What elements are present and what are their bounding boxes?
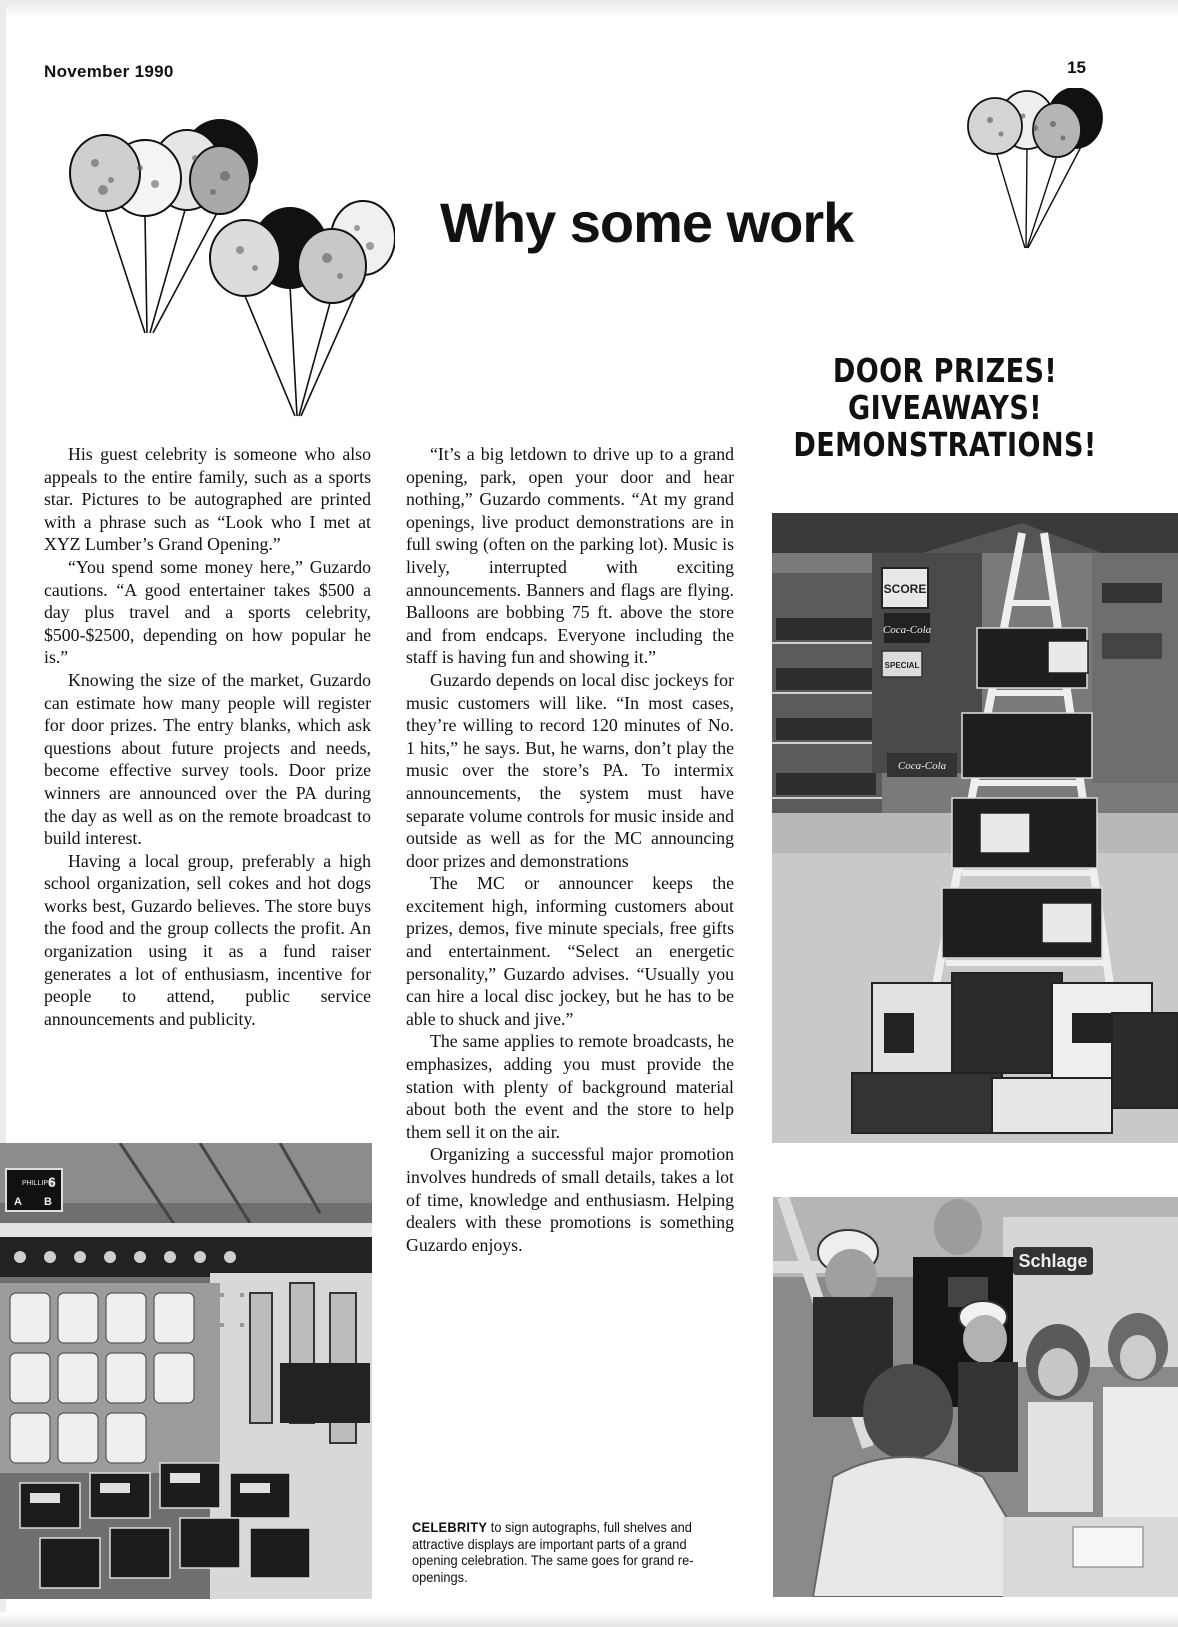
article-paragraph: The MC or announcer keeps the excitement high, informing customers about prizes, demos, five minute specials, free gifts and entertainment. “Select an energetic personality,” Guzardo advises. “Usually you can hire a local disc jockey, but he has to be able to shuck and jive.” [406,873,734,1029]
article-column-left [44,443,371,1030]
store-display-photo [772,513,1178,1143]
headline: Why some work [440,191,854,254]
article-paragraph: The same applies to remote broadcasts, he emphasizes, adding you must provide the station with plenty of background material about both the event and the store to help them sell it on the air. [406,1031,734,1142]
scan-edge [0,1612,1178,1627]
article-paragraph: “It’s a big letdown to drive up to a grand opening, park, open your door and hear nothing,” Guzardo comments. “At my grand openings, live product demonstrations are in full swing (often on the parking lot). Music is lively, interrupted with exciting announcements. Banners and flags are flying. Balloons are bobbing 75 ft. above the store and from endcaps. Everyone including the staff is having fun and showing it.” [406,444,734,668]
scan-edge [0,0,1178,18]
promo-line: DOOR PRIZES! [832,351,1058,390]
issue-date: November 1990 [44,62,174,81]
article-paragraph: His guest celebrity is someone who also appeals to the entire family, such as a sports star. Pictures to be autographed are printed with a phrase such as “Look who I met at XYZ Lumber’s Grand Opening.” [44,444,371,555]
promo-banner [793,352,1096,463]
special-sign: SPECIAL [884,661,920,670]
aisle-number-sign: 6 [48,1174,56,1190]
locks-aisle-photo [0,1143,372,1599]
balloons-illustration [45,118,395,438]
article-paragraph: Guzardo depends on local disc jockeys for music customers will like. “In most cases, they’re willing to record 120 minutes of No. 1 hits,” he says. But, he warns, don’t play the music over the store’s PA. To intermix announcements, the system must have separate volume controls for music inside and outside as well as for the MC announcing door prizes and demonstrations [406,669,734,871]
coca-cola-sign: Coca-Cola [897,760,947,772]
celebrity-signing-photo [773,1197,1178,1597]
page-number: 15 [1067,58,1086,77]
article-paragraph: Organizing a successful major promotion involves hundreds of small details, takes a lot of time, knowledge and enthusiasm. Helping dealers with these promotions is something Guzardo enjoys. [406,1144,734,1255]
aisle-letter-sign: B [44,1196,52,1208]
article-paragraph: “You spend some money here,” Guzardo cautions. “A good entertainer takes $500 a day plus travel and a sports celebrity, $500-$2500, depending on how popular he is.” [44,556,371,668]
aisle-letter-sign: A [14,1196,22,1208]
schlage-sign: Schlage [1018,1251,1088,1271]
promo-line: GIVEAWAYS! [848,388,1042,427]
photo-caption [412,1520,714,1586]
caption-lead: CELEBRITY [412,1520,488,1535]
article-paragraph: Having a local group, preferably a high school organization, sell cokes and hot dogs works best, Guzardo believes. The store buys the food and the group collects the profit. An organization using it as a fund raiser generates a lot of enthusiasm, incentive for people to attend, public service announcements and publicity. [44,850,371,1029]
balloons-illustration [965,88,1115,253]
article-paragraph: Knowing the size of the market, Guzardo can estimate how many people will register for door prizes. The entry blanks, which ask questions about future projects and needs, become effective survey tools. Door prize winners are announced over the PA during the day as well as on the remote broadcast to build interest. [44,669,371,849]
phillips-sign: PHILLIPS [22,1180,53,1187]
balloon-cluster-icon [45,118,395,438]
article-column-middle [406,443,734,1256]
score-sign: SCORE [883,582,927,596]
caption-text: to sign autographs, full shelves and attractive displays are important parts of a grand opening celebration. The same goes for grand re-openings. [412,1520,694,1585]
promo-line: DEMONSTRATIONS! [793,425,1097,464]
coca-cola-sign: Coca-Cola [882,624,932,636]
balloon-cluster-icon [965,88,1115,253]
